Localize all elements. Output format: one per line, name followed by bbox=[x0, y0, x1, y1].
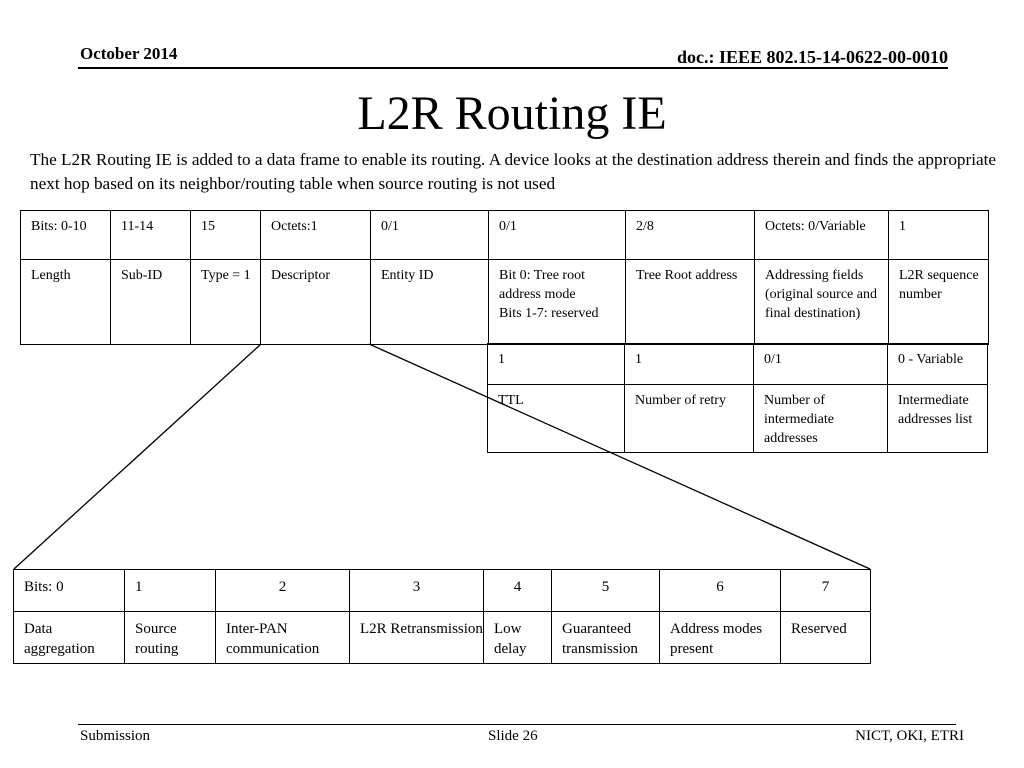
header-doc-id: doc.: IEEE 802.15-14-0622-00-0010 bbox=[677, 47, 948, 67]
field-label: Descriptor bbox=[271, 268, 331, 283]
bit-label: 2 bbox=[278, 579, 287, 595]
bit-label: 6 bbox=[716, 579, 724, 595]
expansion-line-left bbox=[14, 344, 261, 569]
field-label: Tree Root address bbox=[636, 268, 738, 283]
bit-label: 3 bbox=[412, 579, 421, 595]
footer-rule bbox=[78, 724, 956, 725]
field-label: Inter-PAN communication bbox=[226, 621, 320, 657]
field-label: Entity ID bbox=[381, 268, 434, 283]
field-label: Reserved bbox=[791, 621, 847, 637]
slide-title: L2R Routing IE bbox=[357, 87, 667, 140]
size-label: Octets:1 bbox=[271, 219, 318, 234]
size-label: Octets: 0/Variable bbox=[765, 219, 866, 234]
field-label: Source routing bbox=[135, 621, 179, 657]
size-label: 1 bbox=[498, 352, 505, 367]
size-label: Bits: 0-10 bbox=[31, 219, 87, 234]
field-label: Addressing fields (original source and final destination) bbox=[765, 268, 877, 321]
field-label: Bit 0: Tree root address mode Bits 1-7: reserved bbox=[499, 268, 599, 321]
bit-label: 4 bbox=[513, 579, 522, 595]
bit-label: 1 bbox=[135, 579, 143, 595]
size-label: 11-14 bbox=[121, 219, 154, 234]
field-label: Number of intermediate addresses bbox=[764, 393, 834, 446]
footer-authors: NICT, OKI, ETRI bbox=[855, 728, 964, 744]
field-label: Address modes present bbox=[670, 621, 763, 657]
header-date: October 2014 bbox=[80, 44, 178, 63]
size-label: 0 - Variable bbox=[898, 352, 964, 367]
bit-label: 5 bbox=[601, 579, 610, 595]
size-label: 0/1 bbox=[499, 219, 517, 234]
expansion-line-right bbox=[369, 344, 870, 569]
size-label: 1 bbox=[899, 219, 906, 234]
field-label: Sub-ID bbox=[121, 268, 163, 283]
field-label: TTL bbox=[498, 393, 524, 408]
field-label: Guaranteed transmission bbox=[562, 621, 638, 657]
field-label: L2R Retransmission bbox=[360, 621, 483, 637]
field-label: Intermediate addresses list bbox=[898, 393, 973, 427]
field-label: Number of retry bbox=[635, 393, 726, 408]
slide-description: The L2R Routing IE is added to a data frame to enable its routing. A device looks at the destination address therein and finds the appropriate next hop based on its neighbor/routing table when source routing is not used bbox=[30, 150, 997, 193]
field-label: Low delay bbox=[494, 621, 527, 657]
field-label: L2R sequence number bbox=[899, 268, 979, 302]
size-label: 2/8 bbox=[636, 219, 654, 234]
field-label: Type = 1 bbox=[201, 268, 251, 283]
bit-label: Bits: 0 bbox=[24, 579, 64, 595]
footer-slide-number: Slide 26 bbox=[488, 728, 538, 744]
size-label: 0/1 bbox=[764, 352, 782, 367]
footer-submission: Submission bbox=[80, 728, 151, 744]
size-label: 0/1 bbox=[381, 219, 399, 234]
field-label: Data aggregation bbox=[24, 621, 95, 657]
bit-label: 7 bbox=[821, 579, 830, 595]
field-label: Length bbox=[31, 268, 71, 283]
size-label: 1 bbox=[635, 352, 642, 367]
size-label: 15 bbox=[201, 219, 215, 234]
